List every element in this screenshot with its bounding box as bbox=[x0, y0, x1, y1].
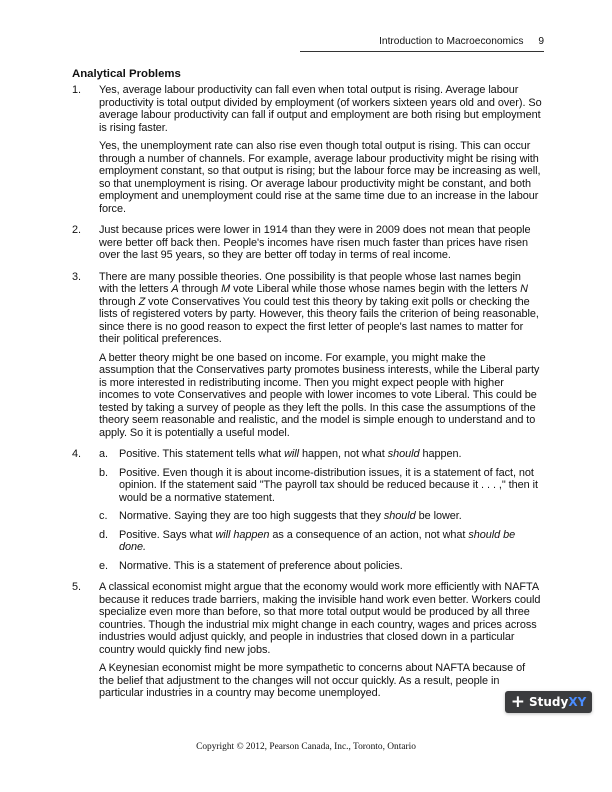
part-letter: d. bbox=[99, 528, 109, 541]
text-run: through bbox=[99, 295, 139, 308]
problem-5 bbox=[72, 581, 542, 700]
problem-2-paragraph-1: Just because prices were lower in 1914 than they were in 2009 does not mean that people were better off back then. People's incomes have risen much faster than prices have risen over the last 95 years, so they are better off today in terms of real income. bbox=[99, 224, 531, 261]
problem-3-paragraph-2: A better theory might be one based on income. For example, you might make the assumption that the Conservatives party promotes business interests, while the Liberal party is more interested in redistributing income. Then you might expect people with higher incomes to vote Conservatives and people with lower incomes to vote Liberal. This could be tested by taking a survey of people as they left the polls. In this case the assumptions of the theory seem reasonable and realistic, and the model is simple enough to understand and to apply. So it is potentially a useful model. bbox=[99, 351, 540, 439]
italic-letter: A bbox=[171, 283, 179, 295]
page-body bbox=[72, 68, 542, 709]
problem-5-paragraph-1: A classical economist might argue that the economy would work more efficiently with NAFTA because it reduces trade barriers, making the invisible hand work even better. Workers could specialize even more than before, so that more total output would be produced by all three countries. Though the industrial mix might change in each country, wages and prices across industries would adjust quickly, and people in industries that closed down in a particular country would quickly find new jobs. bbox=[99, 581, 541, 656]
logo-xy-text: XY bbox=[568, 695, 587, 709]
italic-letter: Z bbox=[138, 295, 146, 308]
problem-4-part-a bbox=[99, 448, 542, 461]
problem-number: 1. bbox=[72, 84, 82, 96]
problem-number: 3. bbox=[72, 270, 82, 283]
problem-number: 5. bbox=[72, 581, 82, 593]
text-run: Positive. Says what bbox=[119, 528, 216, 541]
italic-word: should be done. bbox=[119, 528, 516, 553]
italic-word: will happen bbox=[215, 528, 270, 541]
text-run: happen. bbox=[419, 448, 462, 460]
italic-letter: M bbox=[221, 283, 231, 295]
problem-1-paragraph-1: Yes, average labour productivity can fall even when total output is rising. Average labour productivity is total output divided by employment (of workers sixteen years old and over). So average labour productivity can fall if output and employment are both rising but employment is rising faster. bbox=[99, 84, 542, 134]
problem-3-paragraph-1 bbox=[99, 271, 542, 346]
problem-5-paragraph-2: A Keynesian economist might be more sympathetic to concerns about NAFTA because of the belief that adjustment to the changes will not occur quickly. As a result, people in particular industries in a country may become unemployed. bbox=[99, 662, 526, 699]
problem-4-part-d bbox=[99, 529, 542, 554]
text-run: There are many possible theories. One possibility is that people whose last names begin with the letters bbox=[99, 270, 521, 295]
problem-1 bbox=[72, 84, 542, 215]
header-title: Introduction to Macroeconomics bbox=[379, 36, 524, 47]
problem-number: 4. bbox=[72, 448, 82, 460]
text-run: as a consequence of an action, not what bbox=[269, 528, 469, 541]
problem-4-part-e bbox=[99, 560, 542, 573]
problem-1-paragraph-2: Yes, the unemployment rate can also rise even though total output is rising. This can occur through a number of channels. For example, average labour productivity might be rising with employment constant, so that output is rising; but the labour force may be increasing as well, so that unemployment is rising. Or average labour productivity might be constant, and both employment and unemployment could rise at the same time due to an increase in the labour force. bbox=[99, 140, 541, 215]
part-c-text bbox=[119, 510, 542, 523]
italic-letter: N bbox=[520, 283, 528, 295]
problem-3 bbox=[72, 271, 542, 440]
part-b-text: Positive. Even though it is about income-distribution issues, it is a statement of fact, not opinion. If the statement said "The payroll tax should be reduced because it . . . ," then it would be a normative statement. bbox=[119, 466, 538, 504]
page-number: 9 bbox=[538, 36, 544, 47]
problem-2 bbox=[72, 224, 542, 262]
text-run: be lower. bbox=[415, 510, 462, 522]
text-run: happen, not what bbox=[299, 448, 388, 460]
italic-word: should bbox=[383, 510, 416, 522]
part-letter: e. bbox=[99, 559, 109, 572]
part-letter: a. bbox=[99, 448, 109, 460]
copyright-footer: Copyright © 2012, Pearson Canada, Inc., Toronto, Ontario bbox=[196, 742, 416, 752]
section-title: Analytical Problems bbox=[72, 68, 181, 80]
text-run: Positive. This statement tells what bbox=[119, 448, 285, 460]
text-run: vote Conservatives You could test this theory by taking exit polls or checking the lists of registered voters by party. However, this theory fails the criterion of being reasonable, since there is no good reason to expect the first letter of people's last names to matter for their political preferences. bbox=[99, 295, 539, 345]
text-run: through bbox=[178, 283, 222, 295]
header-rule bbox=[300, 51, 544, 52]
text-run: Normative. Saying they are too high suggests that they bbox=[119, 510, 384, 522]
studyxy-watermark-logo bbox=[505, 691, 592, 713]
running-header bbox=[300, 36, 544, 47]
logo-study-text: Study bbox=[528, 695, 569, 709]
part-a-text bbox=[119, 448, 542, 461]
problem-number: 2. bbox=[72, 224, 82, 236]
part-letter: b. bbox=[99, 466, 109, 479]
part-e-text: Normative. This is a statement of preference about policies. bbox=[119, 559, 403, 572]
part-d-text bbox=[119, 529, 542, 554]
problem-4-part-c bbox=[99, 510, 542, 523]
italic-word: should bbox=[387, 448, 420, 460]
plus-icon: + bbox=[510, 692, 525, 712]
problem-4-part-b bbox=[99, 467, 542, 505]
text-run: vote Liberal while those whose names begin with the letters bbox=[230, 283, 521, 295]
italic-word: will bbox=[284, 448, 299, 460]
problem-4 bbox=[72, 448, 542, 572]
part-letter: c. bbox=[99, 510, 108, 522]
